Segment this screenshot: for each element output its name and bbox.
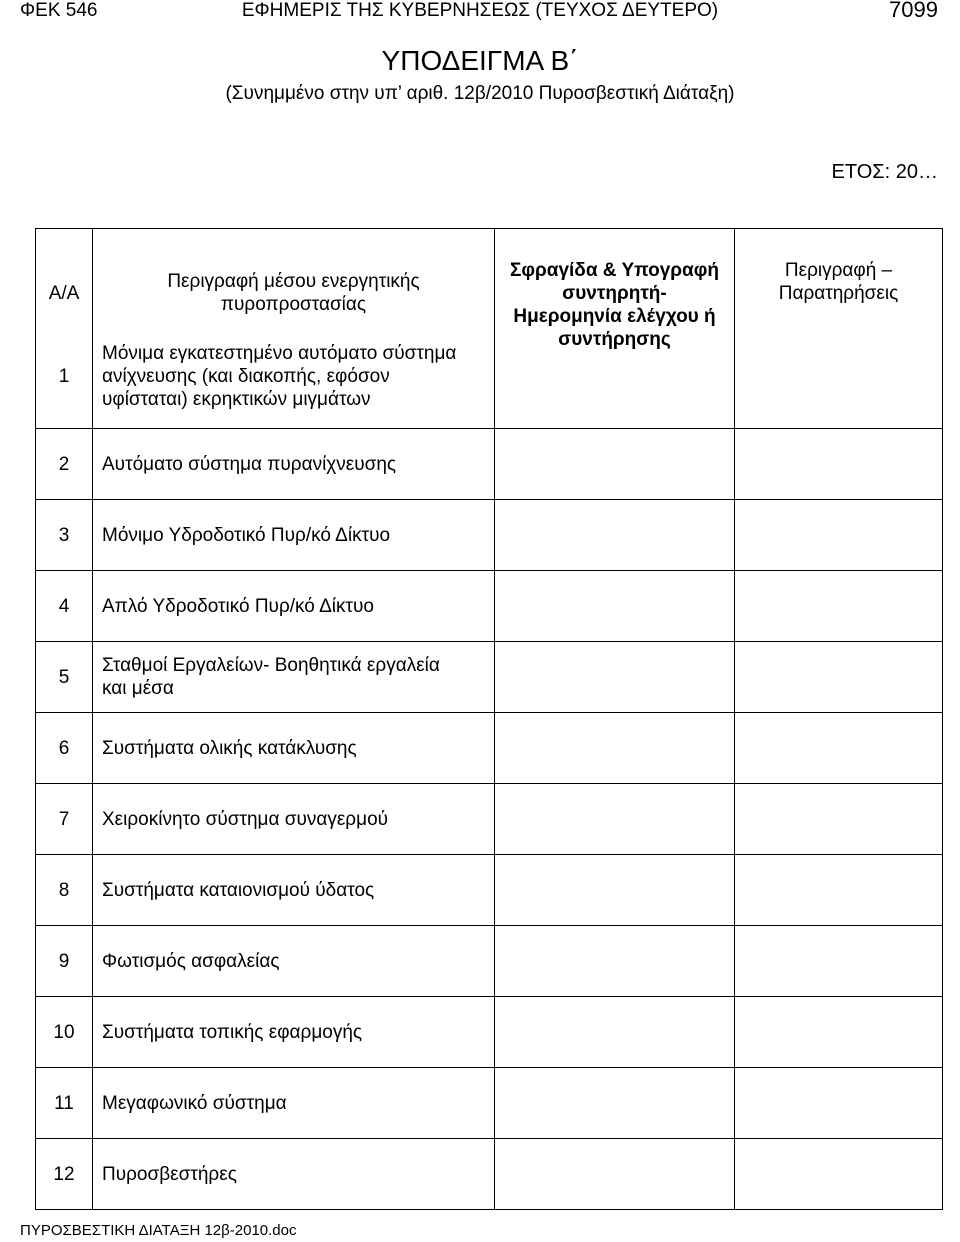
table-row	[36, 855, 943, 926]
stamp-signature-cell[interactable]	[495, 1139, 735, 1210]
document-title: ΥΠΟΔΕΙΓΜΑ Β΄	[381, 45, 579, 76]
table-row	[36, 642, 943, 713]
row-number: 12	[36, 1139, 93, 1210]
remarks-cell[interactable]	[735, 855, 943, 926]
remarks-cell[interactable]	[735, 997, 943, 1068]
gazette-title: ΕΦΗΜΕΡΙΣ ΤΗΣ ΚΥΒΕΡΝΗΣΕΩΣ (ΤΕΥΧΟΣ ΔΕΥΤΕΡΟ)	[241, 0, 719, 21]
row-number: 8	[36, 855, 93, 926]
row-number: 11	[36, 1068, 93, 1139]
document-subtitle: (Συνημμένο στην υπ’ αριθ. 12β/2010 Πυροσβεστική Διάταξη)	[225, 83, 735, 104]
stamp-signature-column-header: Σφραγίδα & Υπογραφή συντηρητή- Ημερομηνία ελέγχου ή συντήρησης	[495, 229, 735, 429]
row-description: Συστήματα τοπικής εφαρμογής	[93, 997, 495, 1068]
row-description: Σταθμοί Εργαλείων- Βοηθητικά εργαλεία και μέσα	[93, 642, 495, 713]
row-description: Φωτισμός ασφαλείας	[93, 926, 495, 997]
remarks-cell[interactable]	[735, 784, 943, 855]
table-row	[36, 713, 943, 784]
row-description: Απλό Υδροδοτικό Πυρ/κό Δίκτυο	[93, 571, 495, 642]
table-row	[36, 571, 943, 642]
table-row	[36, 500, 943, 571]
stamp-signature-cell[interactable]	[495, 855, 735, 926]
stamp-signature-cell[interactable]	[495, 500, 735, 571]
stamp-signature-cell[interactable]	[495, 429, 735, 500]
year-field: ΕΤΟΣ: 20…	[831, 161, 938, 183]
row-description: Μόνιμα εγκατεστημένο αυτόματο σύστημα ανίχνευσης (και διακοπής, εφόσον υφίσταται) εκρηκτικών μιγμάτων	[102, 343, 457, 410]
remarks-cell[interactable]	[735, 571, 943, 642]
stamp-signature-cell[interactable]	[495, 784, 735, 855]
row-description: Συστήματα καταιονισμού ύδατος	[93, 855, 495, 926]
remarks-cell[interactable]	[735, 1068, 943, 1139]
table-header-row	[36, 229, 943, 429]
description-header-cell	[93, 229, 495, 429]
table-row	[36, 926, 943, 997]
table-row	[36, 429, 943, 500]
stamp-signature-cell[interactable]	[495, 571, 735, 642]
row-description: Πυροσβεστήρες	[93, 1139, 495, 1210]
row-number: 2	[36, 429, 93, 500]
description-column-header: Περιγραφή μέσου ενεργητικής πυροπροστασίας	[167, 271, 420, 315]
row-description: Αυτόματο σύστημα πυρανίχνευσης	[93, 429, 495, 500]
stamp-signature-cell[interactable]	[495, 997, 735, 1068]
row-number: 3	[36, 500, 93, 571]
row-number: 4	[36, 571, 93, 642]
row-description: Μεγαφωνικό σύστημα	[93, 1068, 495, 1139]
row-number: 10	[36, 997, 93, 1068]
row-number: 9	[36, 926, 93, 997]
gazette-issue-label: ΦΕΚ 546	[20, 0, 98, 21]
row-number: 6	[36, 713, 93, 784]
remarks-cell[interactable]	[735, 713, 943, 784]
remarks-cell[interactable]	[735, 500, 943, 571]
row-number: 5	[36, 642, 93, 713]
stamp-signature-cell[interactable]	[495, 926, 735, 997]
table-row	[36, 1139, 943, 1210]
row-number: 7	[36, 784, 93, 855]
row-description: Συστήματα ολικής κατάκλυσης	[93, 713, 495, 784]
stamp-signature-cell[interactable]	[495, 713, 735, 784]
document-footer: ΠΥΡΟΣΒΕΣΤΙΚΗ ΔΙΑΤΑΞΗ 12β-2010.doc	[20, 1222, 297, 1239]
remarks-column-header: Περιγραφή – Παρατηρήσεις	[735, 229, 943, 429]
row-description: Μόνιμο Υδροδοτικό Πυρ/κό Δίκτυο	[93, 500, 495, 571]
stamp-signature-cell[interactable]	[495, 642, 735, 713]
page-number: 7099	[889, 0, 938, 22]
table-row	[36, 784, 943, 855]
inspection-table	[35, 228, 943, 1210]
stamp-signature-cell[interactable]	[495, 1068, 735, 1139]
row-number: 1	[58, 366, 70, 387]
remarks-cell[interactable]	[735, 1139, 943, 1210]
remarks-cell[interactable]	[735, 642, 943, 713]
num-header-cell	[36, 229, 93, 429]
remarks-cell[interactable]	[735, 926, 943, 997]
row-description: Χειροκίνητο σύστημα συναγερμού	[93, 784, 495, 855]
table-row	[36, 1068, 943, 1139]
remarks-cell[interactable]	[735, 429, 943, 500]
table-row	[36, 997, 943, 1068]
num-column-header: Α/Α	[48, 283, 80, 304]
